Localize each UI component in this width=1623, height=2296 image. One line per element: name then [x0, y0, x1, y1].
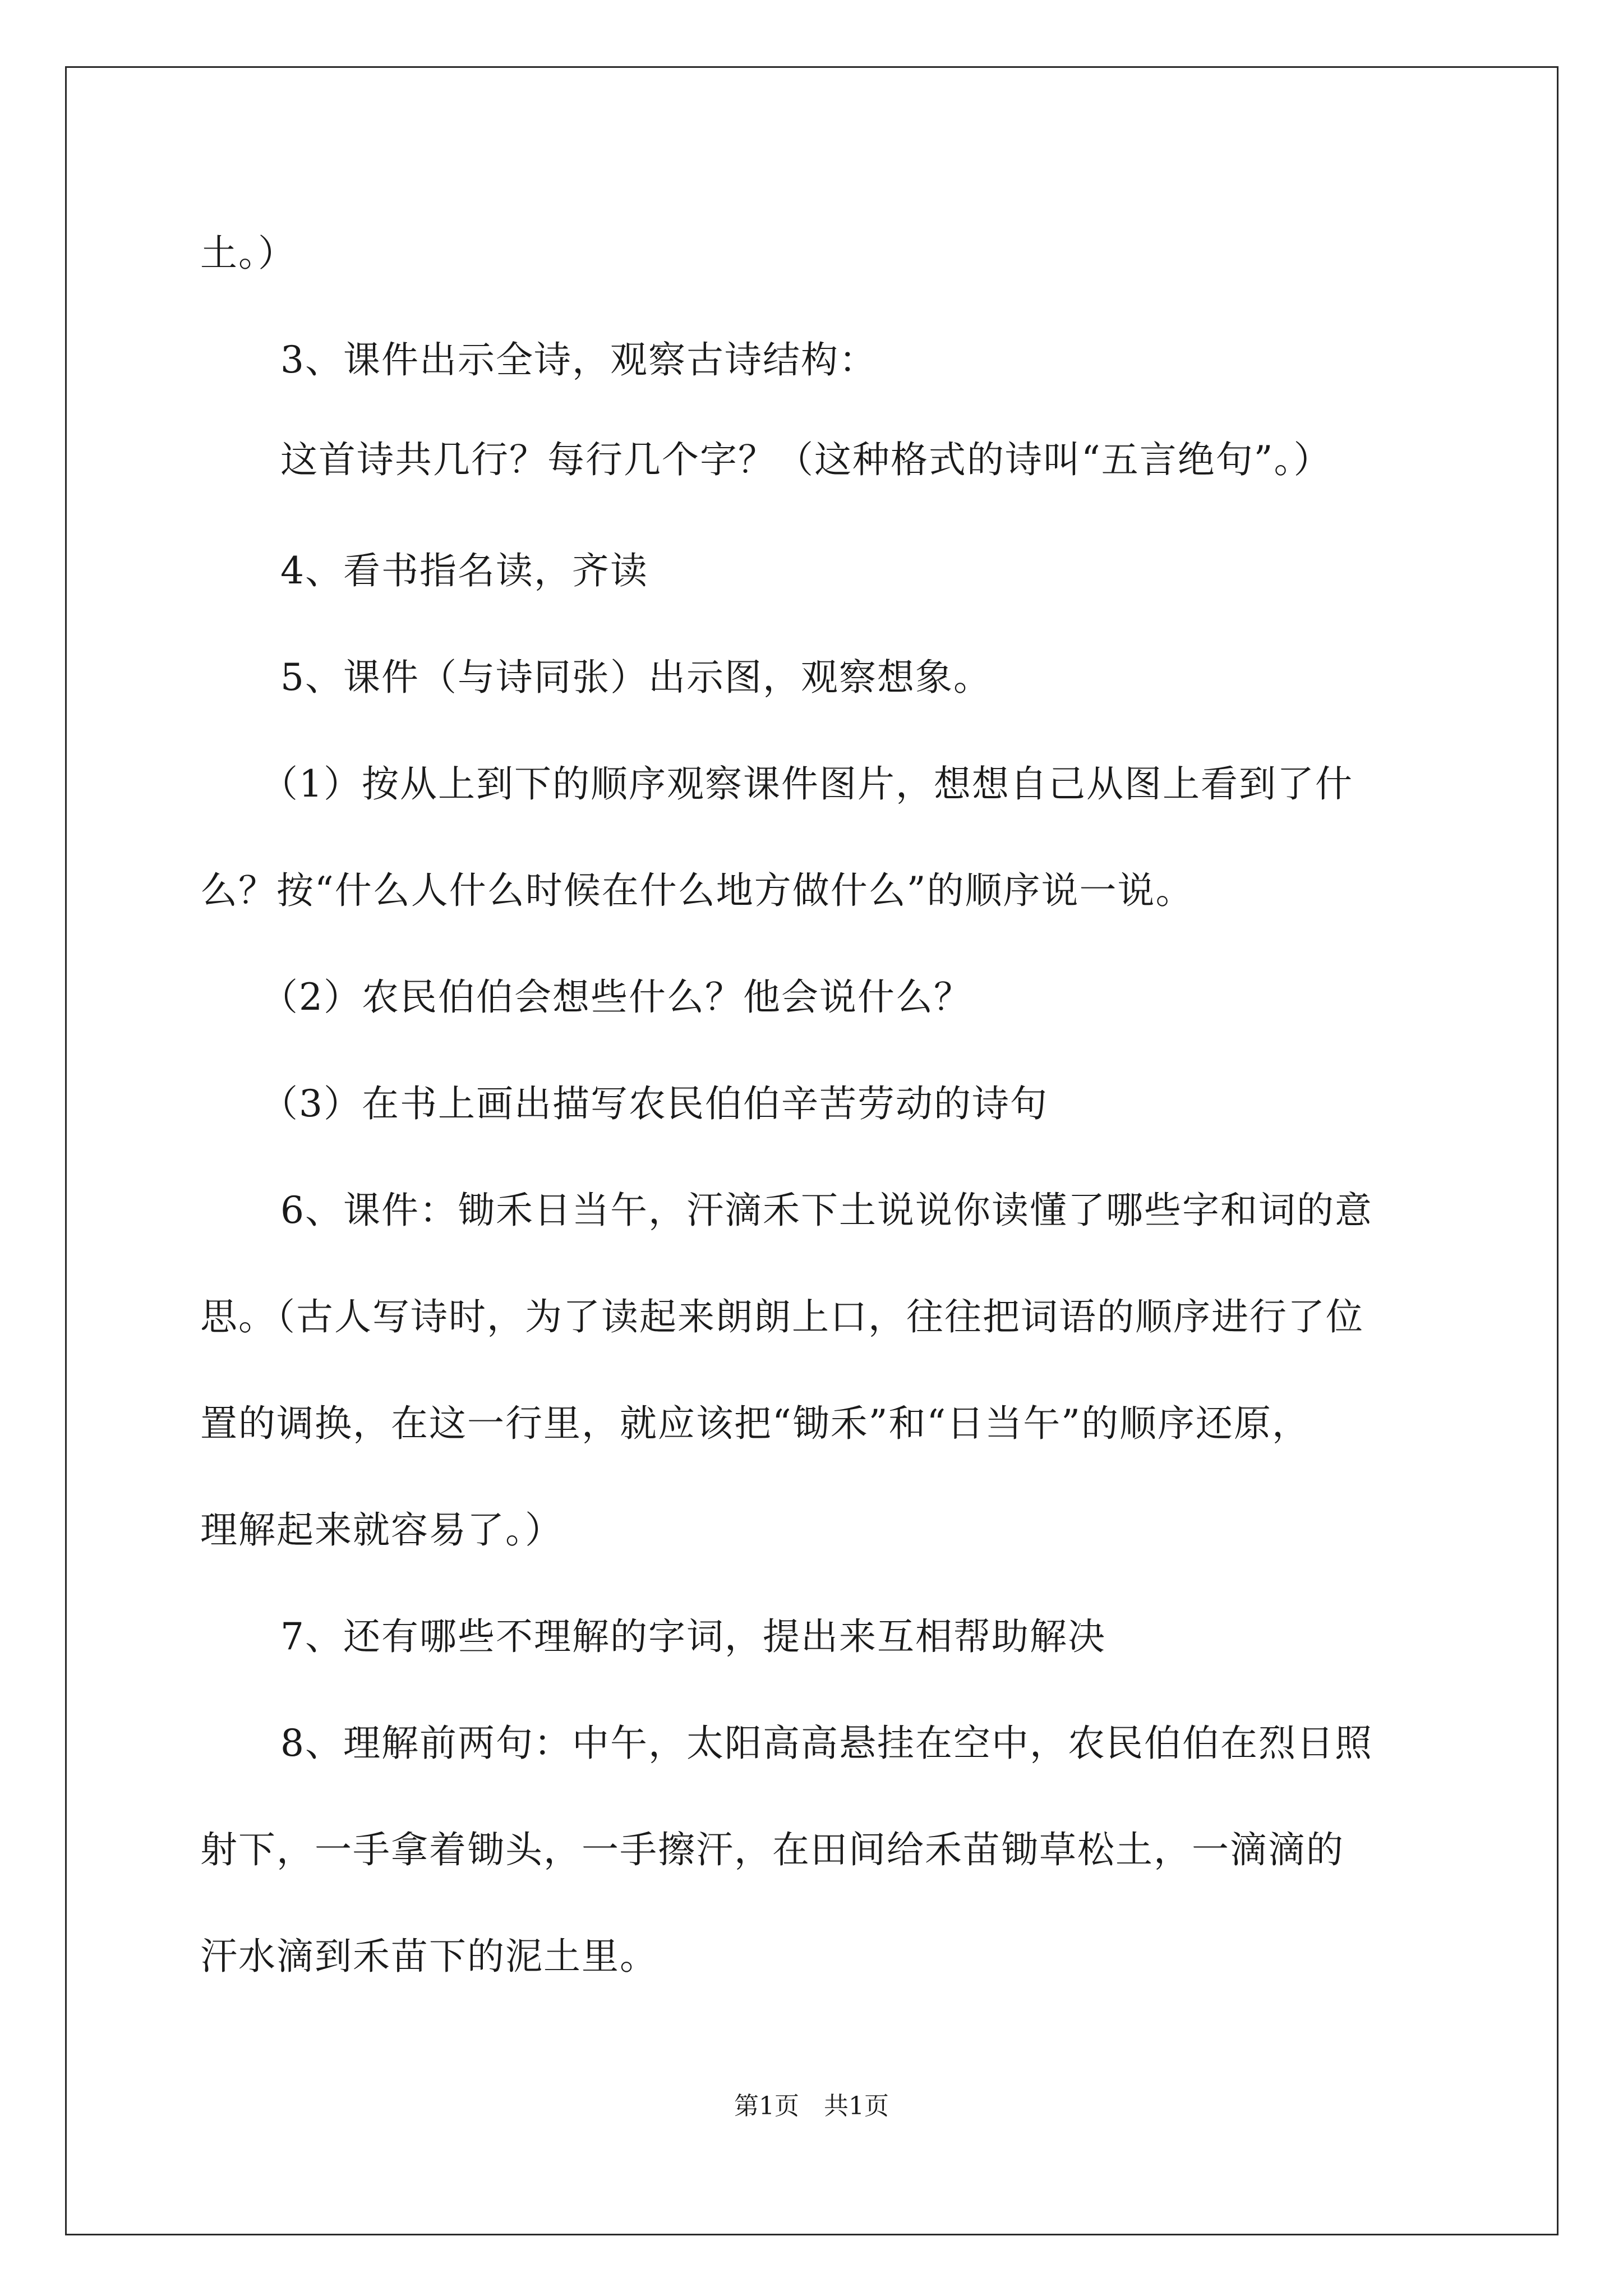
text-line-16: 射下，一手拿着锄头，一手擦汗，在田间给禾苗锄草松土，一滴滴的 [200, 1828, 1344, 1871]
text-line-6: （1）按从上到下的顺序观察课件图片，想想自己从图上看到了什 [261, 762, 1353, 806]
text-line-5: 5、课件（与诗同张）出示图，观察想象。 [280, 656, 992, 699]
text-line-8: （2）农民伯伯会想些什么？他会说什么？ [261, 976, 972, 1019]
text-line-13: 理解起来就容易了。） [200, 1508, 563, 1552]
text-line-1: 土。） [200, 232, 296, 275]
page-footer: 第1页 共1页 [734, 2092, 889, 2120]
text-line-14: 7、还有哪些不理解的字词，提出来互相帮助解决 [280, 1615, 1106, 1658]
text-line-4: 4、看书指名读，齐读 [280, 549, 648, 592]
text-line-12: 置的调换，在这一行里，就应该把“锄禾”和“日当午”的顺序还原， [200, 1402, 1310, 1445]
text-line-9: （3）在书上画出描写农民伯伯辛苦劳动的诗句 [261, 1082, 1048, 1125]
text-line-15: 8、理解前两句：中午，太阳高高悬挂在空中，农民伯伯在烈日照 [280, 1722, 1373, 1765]
text-line-17: 汗水滴到禾苗下的泥土里。 [200, 1935, 658, 1978]
text-line-3: 这首诗共几行？每行几个字？（这种格式的诗叫“五言绝句”。） [280, 438, 1332, 481]
page-border [65, 66, 1559, 2235]
text-line-10: 6、课件：锄禾日当午，汗滴禾下土说说你读懂了哪些字和词的意 [280, 1189, 1373, 1232]
text-line-2: 3、课件出示全诗，观察古诗结构： [280, 338, 877, 381]
text-line-11: 思。（古人写诗时，为了读起来朗朗上口，往往把词语的顺序进行了位 [200, 1295, 1364, 1338]
text-line-7: 么？按“什么人什么时候在什么地方做什么”的顺序说一说。 [200, 869, 1194, 912]
